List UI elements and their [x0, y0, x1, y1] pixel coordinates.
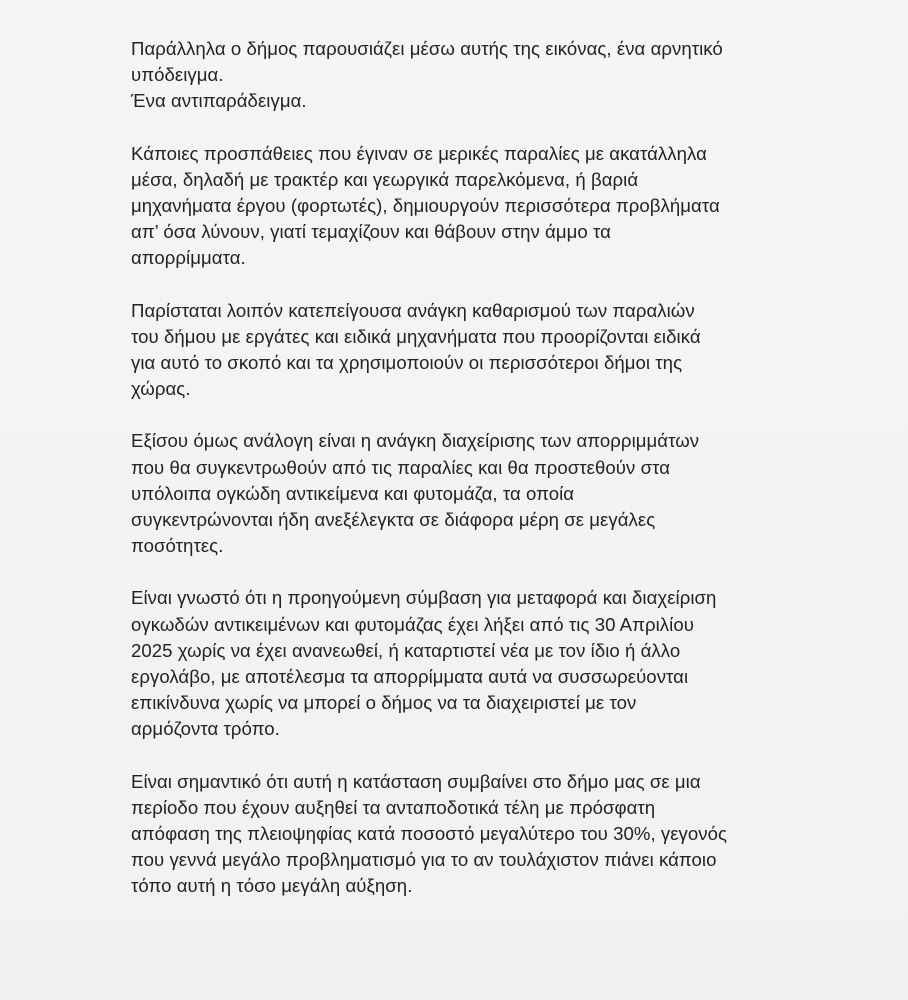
paragraph-2 — [131, 141, 788, 272]
paragraph-1-line-2: υπόδειγμα. — [131, 64, 224, 86]
paragraph-2-line-2: μέσα, δηλαδή με τρακτέρ και γεωργικά παρελκόμενα, ή βαριά — [131, 168, 639, 190]
paragraph-2-line-1: Κάποιες προσπάθειες που έγιναν σε μερικές παραλίες με ακατάλληλα — [131, 142, 707, 164]
paragraph-5-line-1: Είναι γνωστό ότι η προηγούμενη σύμβαση για μεταφορά και διαχείριση — [131, 587, 717, 609]
paragraph-4-line-2: που θα συγκεντρωθούν από τις παραλίες και θα προστεθούν στα — [131, 456, 671, 478]
paragraph-1-line-3: Ένα αντιπαράδειγμα. — [131, 90, 307, 112]
paragraph-6 — [131, 769, 788, 900]
paragraph-2-line-5: απορρίμματα. — [131, 247, 246, 269]
paragraph-5-line-3: 2025 χωρίς να έχει ανανεωθεί, ή καταρτιστεί νέα με τον ίδιο ή άλλο — [131, 639, 681, 661]
paragraph-6-line-1: Είναι σημαντικό ότι αυτή η κατάσταση συμβαίνει στο δήμο μας σε μια — [131, 770, 701, 792]
paragraph-2-line-3: μηχανήματα έργου (φορτωτές), δημιουργούν περισσότερα προβλήματα — [131, 195, 720, 217]
paragraph-5 — [131, 585, 788, 742]
paragraph-6-line-2: περίοδο που έχουν αυξηθεί τα ανταποδοτικά τέλη με πρόσφατη — [131, 796, 656, 818]
paragraph-5-line-6: αρμόζοντα τρόπο. — [131, 718, 280, 740]
paragraph-3-line-3: για αυτό το σκοπό και τα χρησιμοποιούν οι περισσότεροι δήμοι της — [131, 352, 683, 374]
paragraph-2-line-4: απ’ όσα λύνουν, γιατί τεμαχίζουν και θάβουν στην άμμο τα — [131, 221, 611, 243]
paragraph-6-line-3: απόφαση της πλειοψηφίας κατά ποσοστό μεγαλύτερο του 30%, γεγονός — [131, 823, 728, 845]
paragraph-4-line-5: ποσότητες. — [131, 535, 224, 557]
paragraph-4-line-4: συγκεντρώνονται ήδη ανεξέλεγκτα σε διάφορα μέρη σε μεγάλες — [131, 509, 656, 531]
paragraph-1 — [131, 36, 788, 115]
paragraph-3 — [131, 298, 788, 403]
paragraph-5-line-5: επικίνδυνα χωρίς να μπορεί ο δήμος να τα διαχειριστεί με τον — [131, 692, 637, 714]
paragraph-3-line-1: Παρίσταται λοιπόν κατεπείγουσα ανάγκη καθαρισμού των παραλιών — [131, 299, 695, 321]
paragraph-6-line-4: που γεννά μεγάλο προβληματισμό για το αν τουλάχιστον πιάνει κάποιο — [131, 849, 717, 871]
paragraph-4-line-1: Εξίσου όμως ανάλογη είναι η ανάγκη διαχείρισης των απορριμμάτων — [131, 430, 700, 452]
paragraph-5-line-4: εργολάβο, με αποτέλεσμα τα απορρίμματα αυτά να συσσωρεύονται — [131, 666, 689, 688]
paragraph-6-line-5: τόπο αυτή η τόσο μεγάλη αύξηση. — [131, 875, 413, 897]
paragraph-4-line-3: υπόλοιπα ογκώδη αντικείμενα και φυτομάζα, τα οποία — [131, 482, 575, 504]
paragraph-3-line-2: του δήμου με εργάτες και ειδικά μηχανήματα που προορίζονται ειδικά — [131, 325, 701, 347]
paragraph-3-line-4: χώρας. — [131, 378, 191, 400]
paragraph-1-line-1: Παράλληλα ο δήμος παρουσιάζει μέσω αυτής της εικόνας, ένα αρνητικό — [131, 38, 723, 59]
paragraph-5-line-2: ογκωδών αντικειμένων και φυτομάζας έχει λήξει από τις 30 Απριλίου — [131, 613, 694, 635]
paragraph-4 — [131, 428, 788, 559]
